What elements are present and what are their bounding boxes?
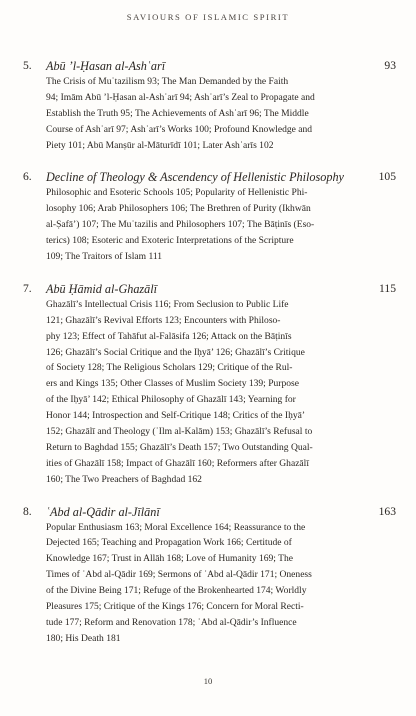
contents-line: Knowledge 167; Trust in Allāh 168; Love of Humanity 169; The	[46, 553, 293, 565]
contents-line: Popular Enthusiasm 163; Moral Excellence 164; Reassurance to the	[46, 521, 306, 533]
contents-line: 180; His Death 181	[46, 632, 121, 644]
chapter-page: 163	[378, 504, 396, 518]
running-head: SAVIOURS OF ISLAMIC SPIRIT	[126, 12, 290, 22]
table-of-contents	[0, 58, 416, 663]
toc-entry-5	[0, 58, 416, 153]
contents-line: Honor 144; Introspection and Self-Critique 148; Critics of the Iḥyā’	[46, 410, 306, 422]
chapter-title: ʿAbd al-Qādir al-Jīlānī	[46, 504, 160, 519]
chapter-number: 5.	[23, 59, 32, 72]
toc-entry-8	[0, 504, 416, 647]
contents-line: 126; Ghazālī’s Social Critique and the Iḥyā’ 126; Ghazālī’s Critique	[46, 346, 305, 358]
contents-line: 121; Ghazālī’s Revival Efforts 123; Encounters with Philoso-	[46, 314, 281, 326]
chapter-contents	[46, 297, 354, 488]
contents-line: of the Iḥyā’ 142; Ethical Philosophy of Ghazālī 143; Yearning for	[46, 394, 296, 406]
page-number: 10	[203, 676, 213, 686]
contents-line: al-Ṣafā’) 107; The Muʿtazilis and Philosophers 107; The Bāṭinīs (Eso-	[46, 219, 315, 231]
contents-line: ers and Kings 135; Other Classes of Muslim Society 139; Purpose	[46, 378, 299, 390]
contents-line: 109; The Traitors of Islam 111	[46, 251, 163, 263]
contents-line: Piety 101; Abū Manṣūr al-Māturīdī 101; Later Ashʿarīs 102	[46, 139, 274, 151]
contents-line: Establish the Truth 95; The Achievements of Ashʿarī 96; The Middle	[46, 107, 309, 119]
contents-line: Times of ʿAbd al-Qādir 169; Sermons of ʿAbd al-Qādir 171; Oneness	[46, 569, 312, 581]
chapter-page: 93	[384, 59, 396, 72]
contents-line: Course of Ashʿarī 97; Ashʿarī’s Works 100; Profound Knowledge and	[46, 123, 313, 135]
contents-line: 94; Imām Abū ’l-Ḥasan al-Ashʿarī 94; Ashʿarī’s Zeal to Propagate and	[46, 91, 315, 103]
toc-entry-6	[0, 169, 416, 264]
contents-line: of Society 128; The Religious Scholars 129; Critique of the Rul-	[46, 362, 293, 374]
chapter-title: Abū ’l-Ḥasan al-Ashʿarī	[46, 59, 166, 73]
contents-line: Ghazālī’s Intellectual Crisis 116; From Seclusion to Public Life	[46, 298, 289, 310]
contents-line: phy 123; Effect of Tahāfut al-Falāsifa 126; Attack on the Bāṭinīs	[46, 330, 292, 342]
toc-entry-7	[0, 281, 416, 488]
contents-line: Philosophic and Esoteric Schools 105; Popularity of Hellenistic Phi-	[46, 187, 308, 199]
chapter-contents	[46, 74, 354, 153]
chapter-title: Decline of Theology & Ascendency of Hellenistic Philosophy	[46, 170, 344, 185]
contents-line: tude 177; Reform and Renovation 178; ʿAbd al-Qādir’s Influence	[46, 616, 297, 628]
contents-line: Return to Baghdad 155; Ghazālī’s Death 157; Two Outstanding Qual-	[46, 441, 313, 453]
chapter-page: 105	[378, 170, 396, 184]
contents-line: The Crisis of Muʿtazilism 93; The Man Demanded by the Faith	[46, 76, 289, 87]
chapter-number: 8.	[23, 504, 32, 518]
chapter-number: 7.	[23, 281, 32, 295]
contents-line: Pleasures 175; Critique of the Kings 176; Concern for Moral Recti-	[46, 601, 304, 613]
contents-line: terics) 108; Esoteric and Exoteric Interpretations of the Scripture	[46, 235, 294, 247]
contents-line: 160; The Two Preachers of Baghdad 162	[46, 473, 202, 485]
chapter-contents	[46, 520, 354, 647]
chapter-page: 115	[379, 281, 396, 295]
contents-line: of the Divine Being 171; Refuge of the Brokenhearted 174; Worldly	[46, 585, 307, 597]
chapter-number: 6.	[23, 170, 32, 184]
chapter-contents	[46, 185, 354, 264]
chapter-title: Abū Ḥāmid al-Ghazālī	[46, 281, 158, 296]
contents-line: 152; Ghazālī and Theology (ʿIlm al-Kalām) 153; Ghazālī’s Refusal to	[46, 426, 313, 438]
contents-line: losophy 106; Arab Philosophers 106; The Brethren of Purity (Ikhwān	[46, 203, 311, 215]
contents-line: Dejected 165; Teaching and Propagation Work 166; Certitude of	[46, 537, 292, 549]
contents-line: ities of Ghazālī 158; Impact of Ghazālī 160; Reformers after Ghazālī	[46, 457, 309, 469]
